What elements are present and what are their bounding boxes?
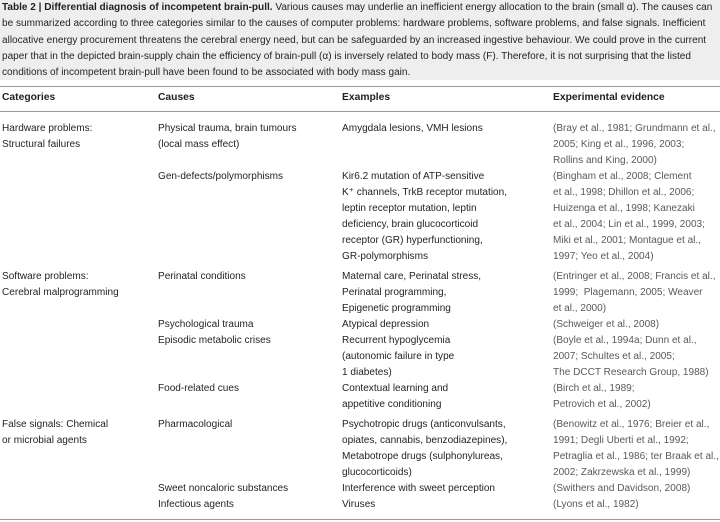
example-cell: Recurrent hypoglycemia (autonomic failure in type 1 diabetes) (342, 335, 455, 378)
evidence-cell: (Birch et al., 1989; Petrovich et al., 2002) (553, 383, 651, 410)
cause-cell: Gen-defects/polymorphisms (158, 171, 284, 182)
cause-cell: Sweet noncaloric substances (158, 483, 289, 494)
evidence-cell: (Bray et al., 1981; Grundmann et al., 2005; King et al., 1996, 2003; Rollins and King, 2000) (553, 123, 716, 166)
table-caption (0, 0, 720, 80)
cause-cell: Episodic metabolic crises (158, 335, 271, 346)
cause-cell: Physical trauma, brain tumours (local mass effect) (158, 123, 297, 150)
header-causes: Causes (158, 92, 195, 103)
cause-cell: Pharmacological (158, 419, 233, 430)
cause-cell: Infectious agents (158, 499, 234, 510)
evidence-cell: (Benowitz et al., 1976; Breier et al., 1991; Degli Uberti et al., 1992; Petraglia et al., 1986; ter Braak et al., 2002; Zakrzewska et al., 1999) (553, 419, 719, 478)
table-bottom-rule (0, 519, 720, 520)
header-evidence: Experimental evidence (553, 92, 665, 103)
evidence-cell: (Schweiger et al., 2008) (553, 319, 660, 330)
evidence-cell: (Entringer et al., 2008; Francis et al., 1999; Plagemann, 2005; Weaver et al., 2000) (553, 271, 716, 314)
category-cell: Software problems: Cerebral malprogramming (2, 271, 119, 298)
cause-cell: Food-related cues (158, 383, 239, 394)
header-categories: Categories (2, 92, 56, 103)
example-cell: Psychotropic drugs (anticonvulsants, opiates, cannabis, benzodiazepines), Metabotrope drugs (sulphonylureas, glucocorticoids) (342, 419, 508, 478)
evidence-cell: (Boyle et al., 1994a; Dunn et al., 2007; Schultes et al., 2005; The DCCT Research Group, 1988) (553, 335, 709, 378)
example-cell: Interference with sweet perception (342, 483, 496, 494)
cause-cell: Psychological trauma (158, 319, 254, 330)
example-cell: Maternal care, Perinatal stress, Perinatal programming, Epigenetic programming (342, 271, 482, 314)
evidence-cell: (Lyons et al., 1982) (553, 499, 639, 510)
example-cell: Atypical depression (342, 319, 430, 330)
caption-label: Table 2 | Differential diagnosis of incompetent brain-pull. (2, 2, 273, 13)
category-cell: False signals: Chemical or microbial agents (2, 419, 109, 446)
caption-text: Various causes may underlie an inefficient energy allocation to the brain (small α). The causes can be summarized according to three categories similar to the causes of computer problems: hardware problems, software problems, and false signals. Inefficient allocative energy procurement threatens the cerebral energy need, but can be safeguarded by an increased ingestive behaviour. We could prove in the current paper that in the depicted brain-supply chain the efficiency of brain-pull (α) is inversely related to body mass (F). Therefore, it is not surprising that the listed conditions of incompetent brain-pull have been found to be associated with body mass gain. (2, 2, 713, 79)
category-cell: Hardware problems: Structural failures (2, 123, 93, 150)
evidence-cell: (Swithers and Davidson, 2008) (553, 483, 691, 494)
example-cell: Amygdala lesions, VMH lesions (342, 123, 483, 134)
cause-cell: Perinatal conditions (158, 271, 246, 282)
example-cell: Kir6.2 mutation of ATP-sensitive K⁺ channels, TrkB receptor mutation, leptin receptor mutation, leptin deficiency, brain glucocorticoid receptor (GR) hyperfunctioning, GR-polymorphisms (342, 171, 508, 262)
evidence-cell: (Bingham et al., 2008; Clement et al., 1998; Dhillon et al., 2006; Huizenga et al., 1998; Kanezaki et al., 2004; Lin et al., 1999, 2003; Miki et al., 2001; Montague et al., 1997; Yeo et al., 2004) (553, 171, 705, 262)
example-cell: Viruses (342, 499, 376, 510)
example-cell: Contextual learning and appetitive conditioning (342, 383, 449, 410)
table-header (0, 86, 720, 112)
header-examples: Examples (342, 92, 391, 103)
